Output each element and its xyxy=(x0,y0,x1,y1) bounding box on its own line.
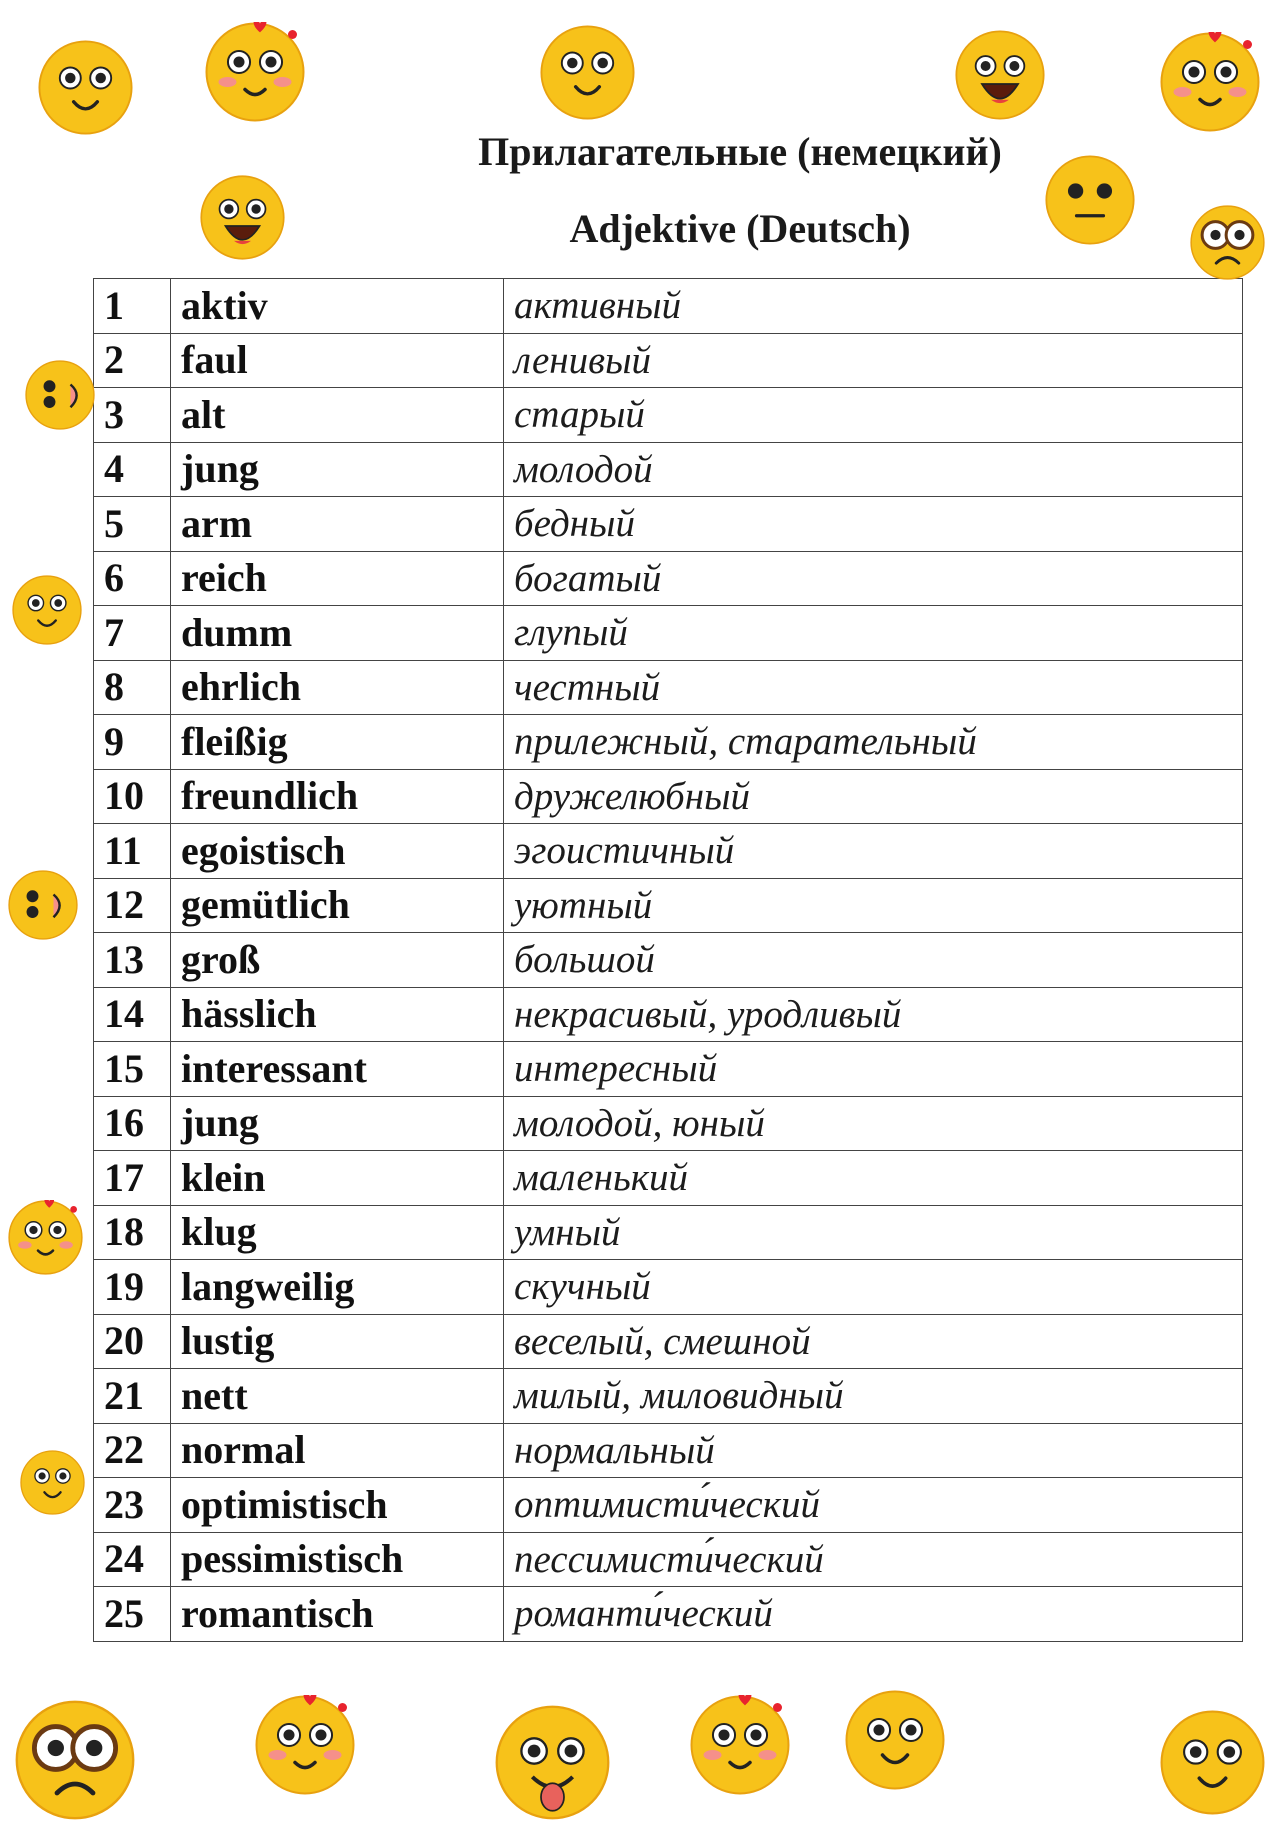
russian-translation: прилежный, старательный xyxy=(504,715,1243,770)
russian-translation: романти́ческий xyxy=(504,1587,1243,1642)
german-word: fleißig xyxy=(171,715,504,770)
sad-face-with-glasses-icon xyxy=(15,1700,135,1820)
row-number: 10 xyxy=(94,769,171,824)
german-word: interessant xyxy=(171,1042,504,1097)
german-word: arm xyxy=(171,497,504,552)
russian-translation: пессимисти́ческий xyxy=(504,1532,1243,1587)
peeking-face-icon xyxy=(25,360,95,430)
german-word: klein xyxy=(171,1151,504,1206)
russian-translation: эгоистичный xyxy=(504,824,1243,879)
table-row xyxy=(94,1587,1243,1642)
russian-translation: умный xyxy=(504,1205,1243,1260)
table-row xyxy=(94,660,1243,715)
german-word: freundlich xyxy=(171,769,504,824)
smiling-face-icon xyxy=(12,575,82,645)
russian-translation: некрасивый, уродливый xyxy=(504,987,1243,1042)
smiling-face-icon xyxy=(38,40,133,135)
row-number: 2 xyxy=(94,333,171,388)
smiling-face-icon xyxy=(1160,1710,1265,1815)
neutral-face-icon xyxy=(1045,155,1135,245)
german-word: nett xyxy=(171,1369,504,1424)
face-with-hearts-icon xyxy=(255,1695,355,1795)
table-row xyxy=(94,715,1243,770)
face-with-hearts-icon xyxy=(8,1200,83,1275)
page-subtitle: Adjektive (Deutsch) xyxy=(569,206,911,251)
row-number: 17 xyxy=(94,1151,171,1206)
face-with-hearts-icon xyxy=(1160,32,1260,132)
table-row xyxy=(94,987,1243,1042)
table-row xyxy=(94,1423,1243,1478)
smiling-face-icon xyxy=(540,25,635,120)
row-number: 25 xyxy=(94,1587,171,1642)
table-row xyxy=(94,769,1243,824)
table-row xyxy=(94,1260,1243,1315)
table-row xyxy=(94,333,1243,388)
german-word: klug xyxy=(171,1205,504,1260)
row-number: 1 xyxy=(94,279,171,334)
row-number: 16 xyxy=(94,1096,171,1151)
german-word: hässlich xyxy=(171,987,504,1042)
table-row xyxy=(94,824,1243,879)
german-word: optimistisch xyxy=(171,1478,504,1533)
german-word: faul xyxy=(171,333,504,388)
russian-translation: большой xyxy=(504,933,1243,988)
table-row xyxy=(94,1042,1243,1097)
german-word: alt xyxy=(171,388,504,443)
russian-translation: уютный xyxy=(504,878,1243,933)
vocabulary-table xyxy=(93,278,1243,1642)
row-number: 24 xyxy=(94,1532,171,1587)
german-word: aktiv xyxy=(171,279,504,334)
table-row xyxy=(94,1532,1243,1587)
face-with-hearts-icon xyxy=(205,22,305,122)
peeking-face-icon xyxy=(8,870,78,940)
table-row xyxy=(94,1096,1243,1151)
row-number: 12 xyxy=(94,878,171,933)
german-word: dumm xyxy=(171,606,504,661)
row-number: 20 xyxy=(94,1314,171,1369)
russian-translation: милый, миловидный xyxy=(504,1369,1243,1424)
table-row xyxy=(94,1205,1243,1260)
table-row xyxy=(94,1369,1243,1424)
russian-translation: старый xyxy=(504,388,1243,443)
russian-translation: нормальный xyxy=(504,1423,1243,1478)
table-row xyxy=(94,878,1243,933)
russian-translation: маленький xyxy=(504,1151,1243,1206)
row-number: 9 xyxy=(94,715,171,770)
table-row xyxy=(94,606,1243,661)
german-word: romantisch xyxy=(171,1587,504,1642)
row-number: 7 xyxy=(94,606,171,661)
page-title: Прилагательные (немецкий) xyxy=(478,129,1002,174)
row-number: 15 xyxy=(94,1042,171,1097)
row-number: 19 xyxy=(94,1260,171,1315)
russian-translation: богатый xyxy=(504,551,1243,606)
german-word: jung xyxy=(171,442,504,497)
german-word: jung xyxy=(171,1096,504,1151)
row-number: 14 xyxy=(94,987,171,1042)
russian-translation: молодой xyxy=(504,442,1243,497)
row-number: 13 xyxy=(94,933,171,988)
row-number: 11 xyxy=(94,824,171,879)
face-with-hearts-icon xyxy=(690,1695,790,1795)
russian-translation: ленивый xyxy=(504,333,1243,388)
smiling-face-icon xyxy=(20,1450,85,1515)
table-row xyxy=(94,933,1243,988)
german-word: gemütlich xyxy=(171,878,504,933)
russian-translation: глупый xyxy=(504,606,1243,661)
russian-translation: молодой, юный xyxy=(504,1096,1243,1151)
russian-translation: активный xyxy=(504,279,1243,334)
russian-translation: интересный xyxy=(504,1042,1243,1097)
german-word: pessimistisch xyxy=(171,1532,504,1587)
table-row xyxy=(94,1314,1243,1369)
german-word: egoistisch xyxy=(171,824,504,879)
table-row xyxy=(94,497,1243,552)
row-number: 23 xyxy=(94,1478,171,1533)
german-word: normal xyxy=(171,1423,504,1478)
sad-face-with-glasses-icon xyxy=(1190,205,1265,280)
tongue-out-face-icon xyxy=(495,1705,610,1820)
table-row xyxy=(94,1478,1243,1533)
row-number: 21 xyxy=(94,1369,171,1424)
russian-translation: скучный xyxy=(504,1260,1243,1315)
row-number: 18 xyxy=(94,1205,171,1260)
table-row xyxy=(94,1151,1243,1206)
russian-translation: дружелюбный xyxy=(504,769,1243,824)
table-row xyxy=(94,551,1243,606)
laughing-face-icon xyxy=(200,175,285,260)
row-number: 4 xyxy=(94,442,171,497)
row-number: 22 xyxy=(94,1423,171,1478)
russian-translation: оптимисти́ческий xyxy=(504,1478,1243,1533)
german-word: langweilig xyxy=(171,1260,504,1315)
german-word: lustig xyxy=(171,1314,504,1369)
table-row xyxy=(94,388,1243,443)
german-word: groß xyxy=(171,933,504,988)
german-word: reich xyxy=(171,551,504,606)
row-number: 5 xyxy=(94,497,171,552)
russian-translation: веселый, смешной xyxy=(504,1314,1243,1369)
row-number: 8 xyxy=(94,660,171,715)
table-row xyxy=(94,279,1243,334)
russian-translation: честный xyxy=(504,660,1243,715)
german-word: ehrlich xyxy=(171,660,504,715)
russian-translation: бедный xyxy=(504,497,1243,552)
row-number: 3 xyxy=(94,388,171,443)
grinning-face-icon xyxy=(955,30,1045,120)
row-number: 6 xyxy=(94,551,171,606)
table-row xyxy=(94,442,1243,497)
smiling-face-icon xyxy=(845,1690,945,1790)
